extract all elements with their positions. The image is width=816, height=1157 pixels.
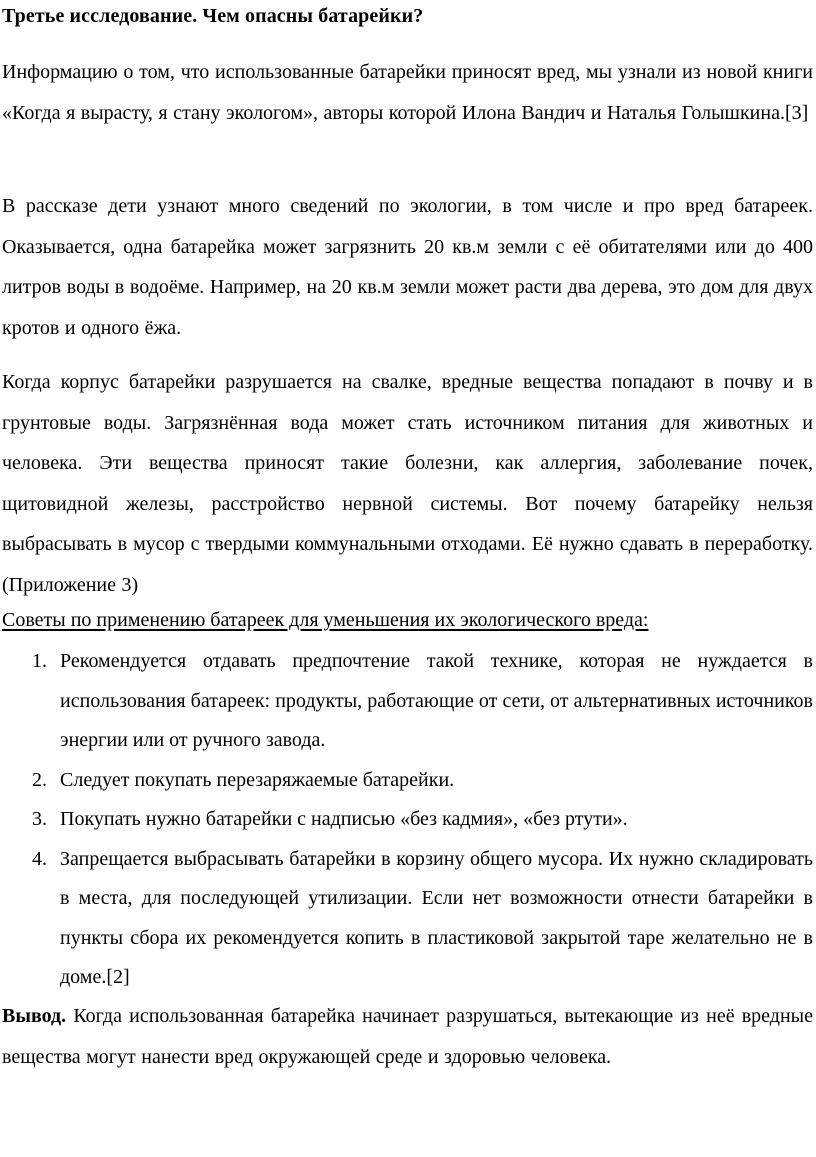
- tip-text: Покупать нужно батарейки с надписью «без кадмия», «без ртути».: [60, 808, 628, 830]
- tip-text: Следует покупать перезаряжаемые батарейки.: [60, 768, 455, 791]
- conclusion-text: Когда использованная батарейка начинает разрушаться, вытекающие из неё вредные вещества могут нанести вред окружающей среде и здоровью человека.: [2, 1005, 813, 1068]
- conclusion-paragraph: [2, 996, 813, 1077]
- tip-text: Запрещается выбрасывать батарейки в корзину общего мусора. Их нужно складировать в места, для последующей утилизации. Если нет возможности отнести батарейки в пункты сбора их рекомендуется копить в пластиковой закрытой таре желательно не в доме.[2]: [60, 847, 813, 988]
- conclusion-label: Вывод.: [2, 1005, 67, 1027]
- tip-number: 3.: [32, 808, 47, 830]
- paragraph-story: В рассказе дети узнают много сведений по экологии, в том числе и про вред батареек. Оказывается, одна батарейка может загрязнить 20 кв.м земли с её обитателями или до 400 литров воды в водоёме. Например, на 20 кв.м земли может расти два дерева, это дом для двух кротов и одного ёжа.: [2, 195, 813, 339]
- tip-item: [2, 761, 813, 801]
- tip-text: Рекомендуется отдавать предпочтение такой технике, которая не нуждается в использования батареек: продукты, работающие от сети, от альтернативных источников энергии или от ручного завода.: [60, 650, 813, 751]
- tip-number: 1.: [32, 650, 47, 672]
- paragraph-harm: Когда корпус батарейки разрушается на свалке, вредные вещества попадают в почву и в грунтовые воды. Загрязнённая вода может стать источником питания для животных и человека. Эти вещества приносят такие болезни, как аллергия, заболевание почек, щитовидной железы, расстройство нервной системы. Вот почему батарейку нельзя выбрасывать в мусор с твердыми коммунальными отходами. Её нужно сдавать в переработку. (Приложение 3): [2, 371, 813, 596]
- tips-heading: Советы по применению батареек для уменьшения их экологического вреда:: [2, 609, 649, 631]
- tip-item: [2, 800, 813, 840]
- tip-item: [2, 840, 813, 998]
- tip-number: 4.: [32, 847, 47, 870]
- tip-item: [2, 642, 813, 761]
- document-title: Третье исследование. Чем опасны батарейки?: [2, 5, 424, 27]
- paragraph-source: Информацию о том, что использованные батарейки приносят вред, мы узнали из новой книги «Когда я вырасту, я стану экологом», авторы которой Илона Вандич и Наталья Голышкина.[3]: [2, 61, 813, 124]
- tip-number: 2.: [32, 768, 47, 791]
- tips-list: [2, 642, 813, 998]
